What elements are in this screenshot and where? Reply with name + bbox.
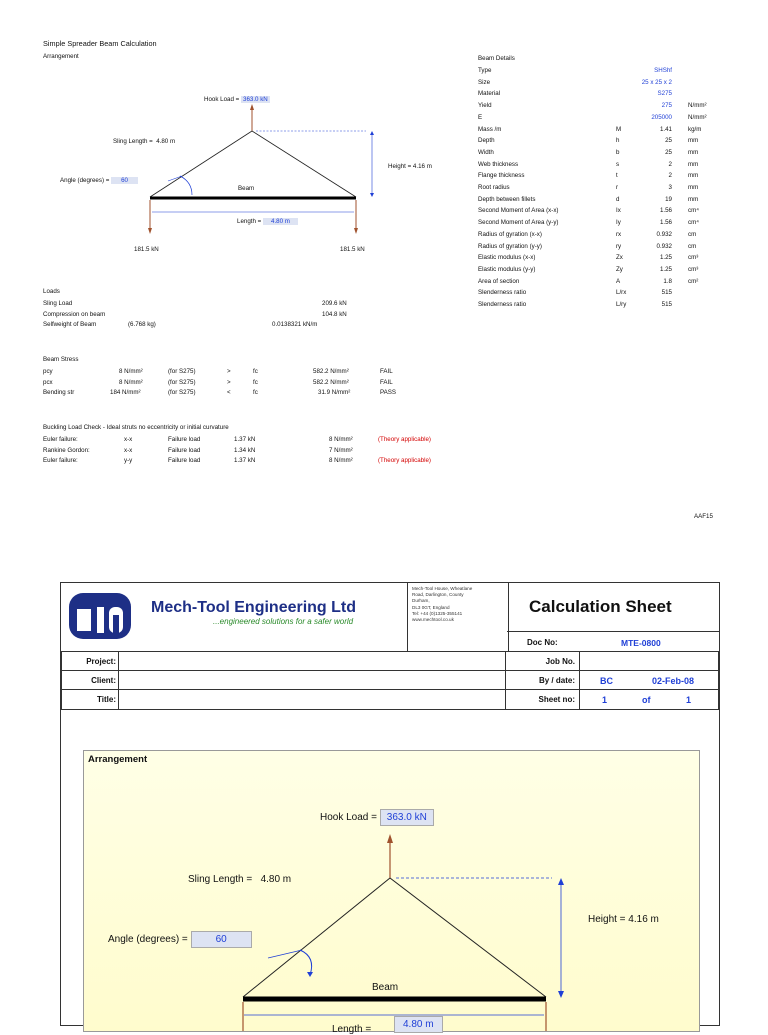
detail-symbol: Ix: [616, 207, 621, 215]
stress-ref: fc: [253, 368, 258, 375]
detail-unit: N/mm²: [688, 102, 707, 110]
address-line: Road, Darlington, County: [412, 592, 464, 598]
by-label-cell: By / date:: [505, 670, 580, 690]
buckling-stress: 8 N/mm²: [329, 436, 353, 443]
buckling-axis: y-y: [124, 457, 133, 464]
detail-symbol: M: [616, 125, 622, 133]
doc-no-value: MTE-0800: [621, 638, 661, 648]
hook-load-input[interactable]: 363.0 kN: [380, 809, 434, 826]
loads-label: Selfweight of Beam: [43, 321, 97, 328]
buckling-note: (Theory applicable): [378, 457, 431, 464]
stress-label: pcy: [43, 368, 53, 375]
arrangement-heading: Arrangement: [88, 754, 148, 765]
angle-input[interactable]: 60: [191, 931, 252, 948]
stress-fc-value: 582.2 N/mm²: [313, 368, 349, 375]
detail-label: Elastic modulus (x-x): [478, 254, 536, 262]
detail-value: 1.56: [659, 207, 672, 215]
detail-label: Depth: [478, 137, 495, 145]
angle-label: Angle (degrees) = 60: [108, 934, 252, 945]
stress-result: FAIL: [380, 378, 393, 386]
title-label-cell: Title:: [61, 689, 119, 710]
buckling-failure-load-label: Failure load: [168, 446, 201, 454]
arrangement-diagram-small: [0, 0, 470, 270]
company-name: Mech-Tool Engineering Ltd: [151, 599, 357, 616]
buckling-failure-load-label: Failure load: [168, 436, 201, 443]
buckling-axis: x-x: [124, 436, 133, 443]
detail-symbol: h: [616, 137, 620, 145]
detail-unit: kg/m: [688, 125, 702, 133]
stress-operator: <: [227, 389, 231, 396]
sling-right: [390, 878, 546, 997]
height-label: Height = 4.16 m: [388, 163, 432, 170]
detail-symbol: b: [616, 148, 620, 156]
hook-arrow-icon: [250, 104, 254, 110]
detail-label: Depth between fillets: [478, 195, 536, 203]
detail-label: Mass /m: [478, 125, 502, 133]
stress-result: PASS: [380, 389, 397, 396]
detail-label: Second Moment of Area (x-x): [478, 207, 559, 215]
detail-value: 2: [668, 172, 672, 180]
section-arrangement: Arrangement: [43, 53, 79, 60]
sheet-no-field[interactable]: 1 of 1: [579, 689, 719, 710]
detail-label: Type: [478, 67, 492, 74]
detail-label: Radius of gyration (y-y): [478, 242, 542, 250]
height-arrow-up-icon: [558, 878, 564, 885]
detail-label: Second Moment of Area (y-y): [478, 219, 559, 227]
detail-label: Yield: [478, 102, 492, 110]
beam-label: Beam: [238, 185, 255, 192]
length-label: Length =: [332, 1024, 372, 1035]
detail-value: 0.932: [656, 242, 672, 250]
height-arrow-up-icon: [370, 131, 374, 135]
detail-value: 1.25: [659, 254, 672, 262]
detail-symbol: d: [616, 195, 620, 203]
angle-input[interactable]: 60: [111, 177, 138, 184]
left-reaction-value: 181.5 kN: [134, 246, 159, 253]
project-field[interactable]: [118, 651, 506, 671]
detail-value: 1.56: [659, 219, 672, 227]
detail-value: SHShf: [654, 67, 672, 74]
calculation-sheet: [60, 582, 720, 1035]
beam-details-heading: Beam Details: [478, 55, 515, 62]
detail-label: Root radius: [478, 184, 510, 191]
height-label: Height = 4.16 m: [588, 914, 659, 925]
angle-arrow-icon: [307, 972, 313, 977]
detail-unit: cm⁴: [688, 219, 699, 227]
arrangement-panel: [83, 750, 700, 1035]
page-title: Simple Spreader Beam Calculation: [43, 39, 157, 48]
detail-value: 275: [661, 102, 672, 110]
stress-grade: (for S275): [168, 368, 196, 375]
detail-label: Size: [478, 78, 491, 86]
detail-symbol: L/ry: [616, 301, 627, 308]
hook-load-label: Hook Load = 363.0 kN: [204, 96, 268, 103]
detail-label: Width: [478, 148, 494, 156]
job-label-cell: Job No.: [505, 651, 580, 671]
hook-load-label: Hook Load = 363.0 kN: [320, 812, 434, 823]
address-block: [407, 583, 509, 651]
stress-value: 8 N/mm²: [119, 368, 143, 375]
detail-symbol: ry: [616, 242, 622, 250]
detail-symbol: A: [616, 277, 621, 285]
buckling-heading: Buckling Load Check - Ideal struts no eccentricity or initial curvature: [43, 424, 229, 431]
stress-heading: Beam Stress: [43, 356, 79, 363]
detail-unit: mm: [688, 172, 699, 180]
date-value: 02-Feb-08: [652, 676, 695, 686]
by-value: BC: [600, 676, 613, 686]
right-reaction-arrow-icon: [354, 228, 358, 234]
loads-value: 209.6 kN: [322, 300, 347, 307]
detail-symbol: Iy: [616, 219, 621, 227]
detail-symbol: t: [616, 172, 618, 180]
length-input[interactable]: 4.80 m: [394, 1016, 443, 1033]
detail-label: Flange thickness: [478, 172, 525, 180]
buckling-axis: x-x: [124, 446, 133, 454]
sheet-label-cell: Sheet no:: [505, 689, 580, 710]
length-label: Length = 4.80 m: [237, 218, 298, 225]
job-no-field[interactable]: [579, 651, 719, 671]
client-label-cell: Client:: [61, 670, 119, 690]
stress-value: 8 N/mm²: [119, 378, 143, 386]
stress-operator: >: [227, 378, 231, 386]
by-date-field[interactable]: [579, 670, 719, 690]
stress-value: 184 N/mm²: [110, 389, 141, 396]
detail-value: 2: [668, 160, 672, 168]
detail-value: 1.25: [659, 265, 672, 273]
detail-unit: cm³: [688, 254, 699, 262]
stress-operator: >: [227, 368, 231, 375]
detail-unit: N/mm²: [688, 113, 707, 121]
detail-unit: mm: [688, 148, 699, 156]
stress-result: FAIL: [380, 368, 393, 375]
stress-fc-value: 31.9 N/mm²: [318, 389, 351, 396]
project-label-cell: Project:: [61, 651, 119, 671]
loads-value: 0.0138321 kN/m: [272, 321, 318, 328]
length-input-wrap: [394, 1019, 443, 1030]
detail-symbol: s: [616, 160, 620, 168]
height-arrow-down-icon: [370, 193, 374, 197]
address-line: Tel: +44 (0)1325-355141: [412, 610, 463, 616]
detail-label: Radius of gyration (x-x): [478, 230, 542, 238]
buckling-stress: 8 N/mm²: [329, 457, 353, 464]
detail-label: Area of section: [478, 277, 520, 285]
detail-unit: mm: [688, 160, 699, 168]
stress-ref: fc: [253, 389, 258, 396]
detail-unit: cm³: [688, 265, 699, 273]
address-line: www.mechtool.co.uk: [412, 617, 454, 623]
loads-value: 104.8 kN: [322, 310, 347, 318]
detail-value: 515: [661, 289, 672, 297]
angle-label: Angle (degrees) = 60: [60, 177, 138, 184]
right-reaction-value: 181.5 kN: [340, 246, 365, 253]
detail-value: S275: [657, 90, 672, 98]
sling-left: [243, 878, 390, 997]
angle-arc: [300, 950, 312, 975]
address-line: Durham,: [412, 598, 430, 604]
loads-label: Sling Load: [43, 300, 73, 307]
detail-value: 0.932: [656, 230, 672, 238]
beam-label: Beam: [372, 982, 399, 993]
detail-value: 19: [665, 195, 672, 203]
company-tagline: ...engineered solutions for a safer world: [213, 617, 354, 626]
detail-value: 25: [665, 148, 672, 156]
height-arrow-down-icon: [558, 991, 564, 998]
stress-grade: (for S275): [168, 378, 196, 386]
detail-value: 25: [665, 137, 672, 145]
detail-unit: mm: [688, 137, 699, 145]
detail-unit: mm: [688, 195, 699, 203]
detail-label: Elastic modulus (y-y): [478, 265, 536, 273]
angle-arc: [180, 176, 192, 195]
detail-symbol: Zy: [616, 265, 623, 273]
address-line: DL3 0GT, England: [412, 604, 450, 610]
hook-arrow-icon: [387, 834, 393, 843]
sling-length-label: Sling Length = 4.80 m: [188, 874, 292, 885]
buckling-note: (Theory applicable): [378, 436, 431, 443]
stress-label: pcx: [43, 378, 53, 386]
detail-value: 1.41: [659, 125, 672, 133]
buckling-kn: 1.34 kN: [234, 446, 256, 454]
detail-label: Web thickness: [478, 160, 519, 168]
address-line: Mech-Tool House, Wheatlane: [412, 586, 473, 591]
detail-unit: cm: [688, 242, 697, 250]
loads-heading: Loads: [43, 288, 60, 295]
sling-length-label: Sling Length = 4.80 m: [113, 138, 176, 145]
detail-symbol: r: [616, 184, 619, 191]
buckling-kn: 1.37 kN: [234, 436, 256, 443]
stress-grade: (for S275): [168, 389, 196, 396]
detail-value: 25 x 25 x 2: [641, 78, 672, 86]
detail-label: E: [478, 113, 483, 121]
client-field[interactable]: [118, 670, 506, 690]
loads-label: Compression on beam: [43, 310, 106, 318]
left-reaction-arrow-icon: [148, 228, 152, 234]
angle-pointer: [168, 176, 182, 181]
detail-value: 205000: [651, 113, 672, 121]
buckling-label: Euler failure:: [43, 457, 78, 464]
buckling-stress: 7 N/mm²: [329, 446, 353, 454]
reference-code: AAF15: [694, 513, 713, 520]
detail-unit: mm: [688, 184, 699, 191]
sheet-header: [61, 583, 719, 652]
detail-symbol: rx: [616, 230, 622, 238]
detail-unit: cm²: [688, 277, 699, 285]
doc-no-row: Doc No: MTE-0800: [507, 631, 719, 652]
detail-label: Slenderness ratio: [478, 289, 527, 297]
stress-fc-value: 582.2 N/mm²: [313, 378, 349, 386]
detail-unit: cm⁴: [688, 207, 699, 215]
stress-ref: fc: [253, 378, 258, 386]
company-logo-icon: [67, 589, 137, 645]
detail-value: 1.8: [663, 277, 672, 285]
stress-label: Bending str: [43, 389, 75, 396]
detail-value: 515: [661, 301, 672, 308]
loads-extra: (6.768 kg): [128, 321, 156, 328]
title-field[interactable]: [118, 689, 506, 710]
sling-right: [252, 131, 356, 197]
detail-symbol: L/rx: [616, 289, 627, 297]
detail-label: Material: [478, 90, 501, 98]
buckling-label: Euler failure:: [43, 436, 78, 443]
buckling-kn: 1.37 kN: [234, 457, 256, 464]
detail-value: 3: [668, 184, 672, 191]
detail-label: Slenderness ratio: [478, 301, 527, 308]
sheet-title: Calculation Sheet: [529, 597, 672, 616]
detail-symbol: Zx: [616, 254, 623, 262]
buckling-failure-load-label: Failure load: [168, 457, 201, 464]
buckling-label: Rankine Gordon:: [43, 446, 90, 454]
detail-unit: cm: [688, 230, 697, 238]
